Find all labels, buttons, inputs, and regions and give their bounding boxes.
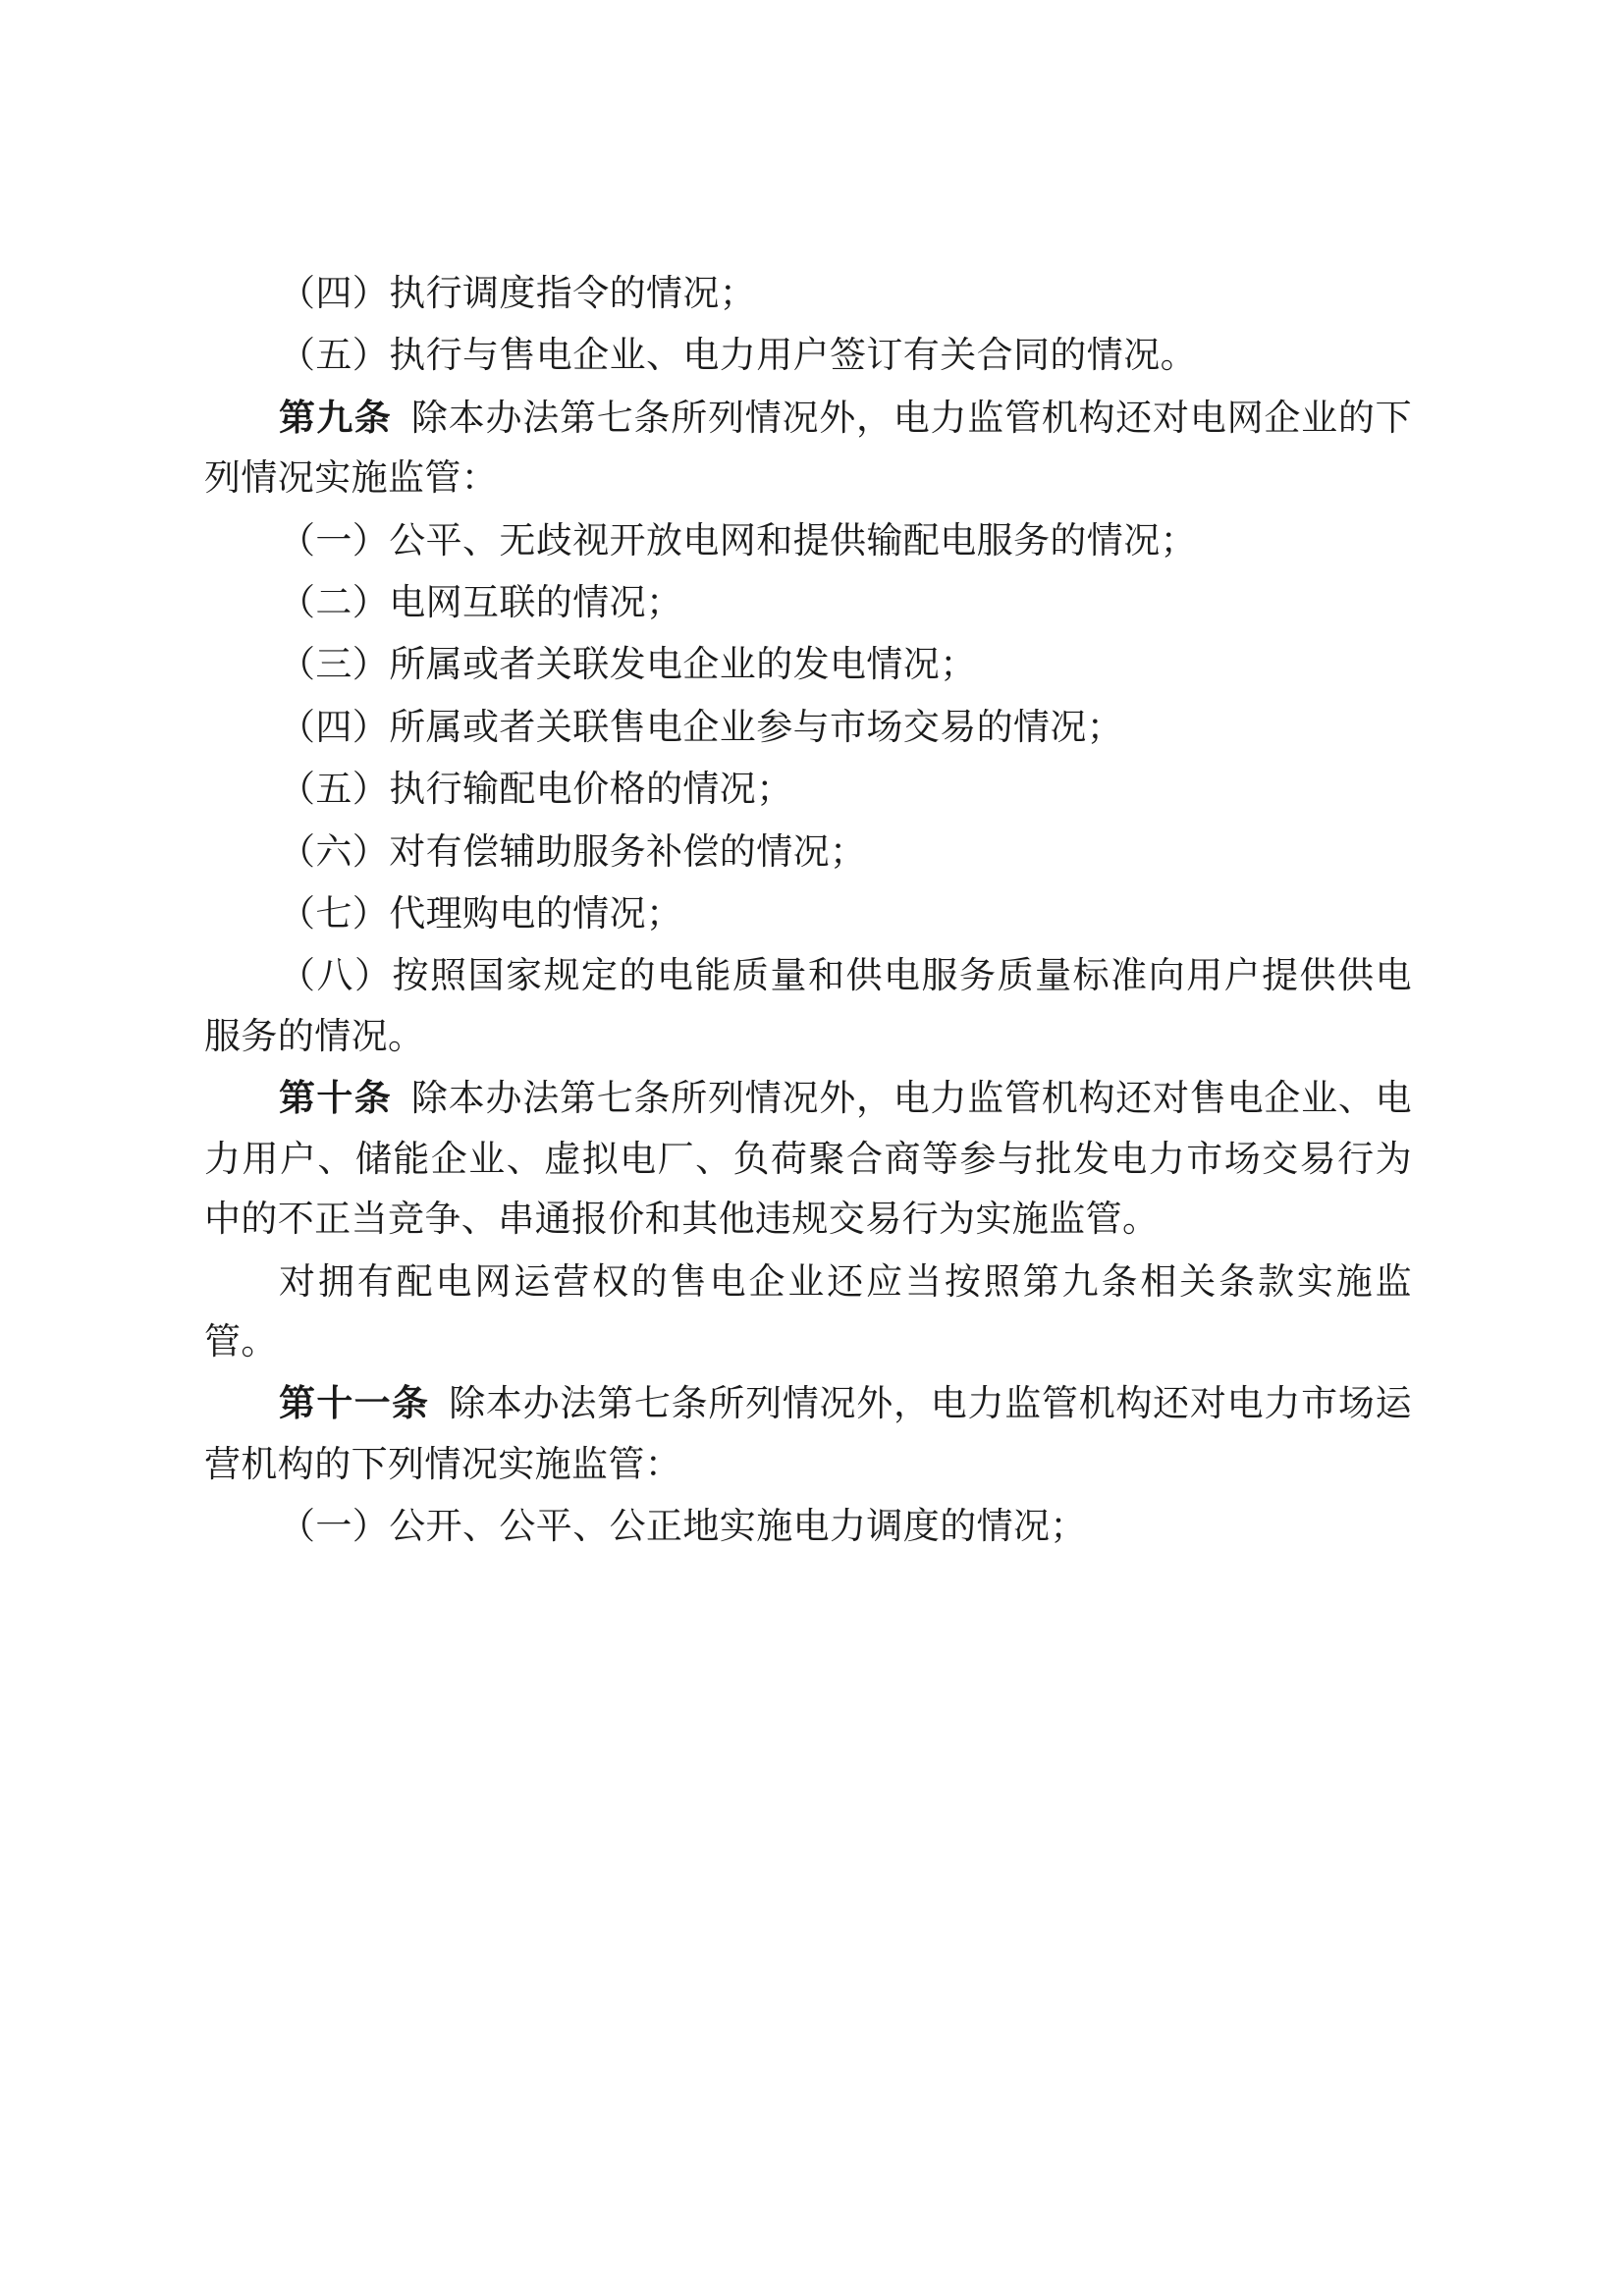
- article-paragraph: [204, 1068, 1412, 1249]
- list-item: （三）所属或者关联发电企业的发电情况；: [279, 643, 977, 686]
- list-item: （四）所属或者关联售电企业参与市场交易的情况；: [279, 705, 1124, 748]
- article-paragraph: [204, 1373, 1412, 1494]
- list-item: （二）电网互联的情况；: [279, 581, 683, 624]
- article-text: 除本办法第七条所列情况外，电力监管机构还对售电企业、电力用户、储能企业、虚拟电厂、负荷聚合商等参与批发电力市场交易行为中的不正当竞争、串通报价和其他违规交易行为实施监管。: [204, 1077, 1412, 1241]
- paragraph: 对拥有配电网运营权的售电企业还应当按照第九条相关条款实施监管。: [204, 1259, 1412, 1362]
- list-item: （六）对有偿辅助服务补偿的情况；: [279, 829, 867, 873]
- article-label: 第十条: [279, 1076, 411, 1120]
- article-label: 第十一条: [279, 1381, 449, 1425]
- article-text: 除本办法第七条所列情况外，电力监管机构还对电网企业的下列情况实施监管：: [204, 396, 1412, 500]
- list-item: （八）按照国家规定的电能质量和供电服务质量标准向用户提供供电服务的情况。: [204, 954, 1412, 1057]
- list-item: （五）执行与售电企业、电力用户签订有关合同的情况。: [279, 334, 1197, 377]
- list-item: （一）公平、无歧视开放电网和提供输配电服务的情况；: [279, 518, 1197, 561]
- list-item: （一）公开、公平、公正地实施电力调度的情况；: [279, 1505, 1087, 1548]
- article-text: 除本办法第七条所列情况外，电力监管机构还对电力市场运营机构的下列情况实施监管：: [204, 1382, 1413, 1485]
- page-body: [204, 263, 1412, 1559]
- list-item: （七）代理购电的情况；: [279, 892, 683, 935]
- article-paragraph: [204, 388, 1412, 508]
- list-item: （五）执行输配电价格的情况；: [279, 768, 793, 811]
- list-item: （四）执行调度指令的情况；: [279, 272, 757, 314]
- article-label: 第九条: [279, 395, 411, 439]
